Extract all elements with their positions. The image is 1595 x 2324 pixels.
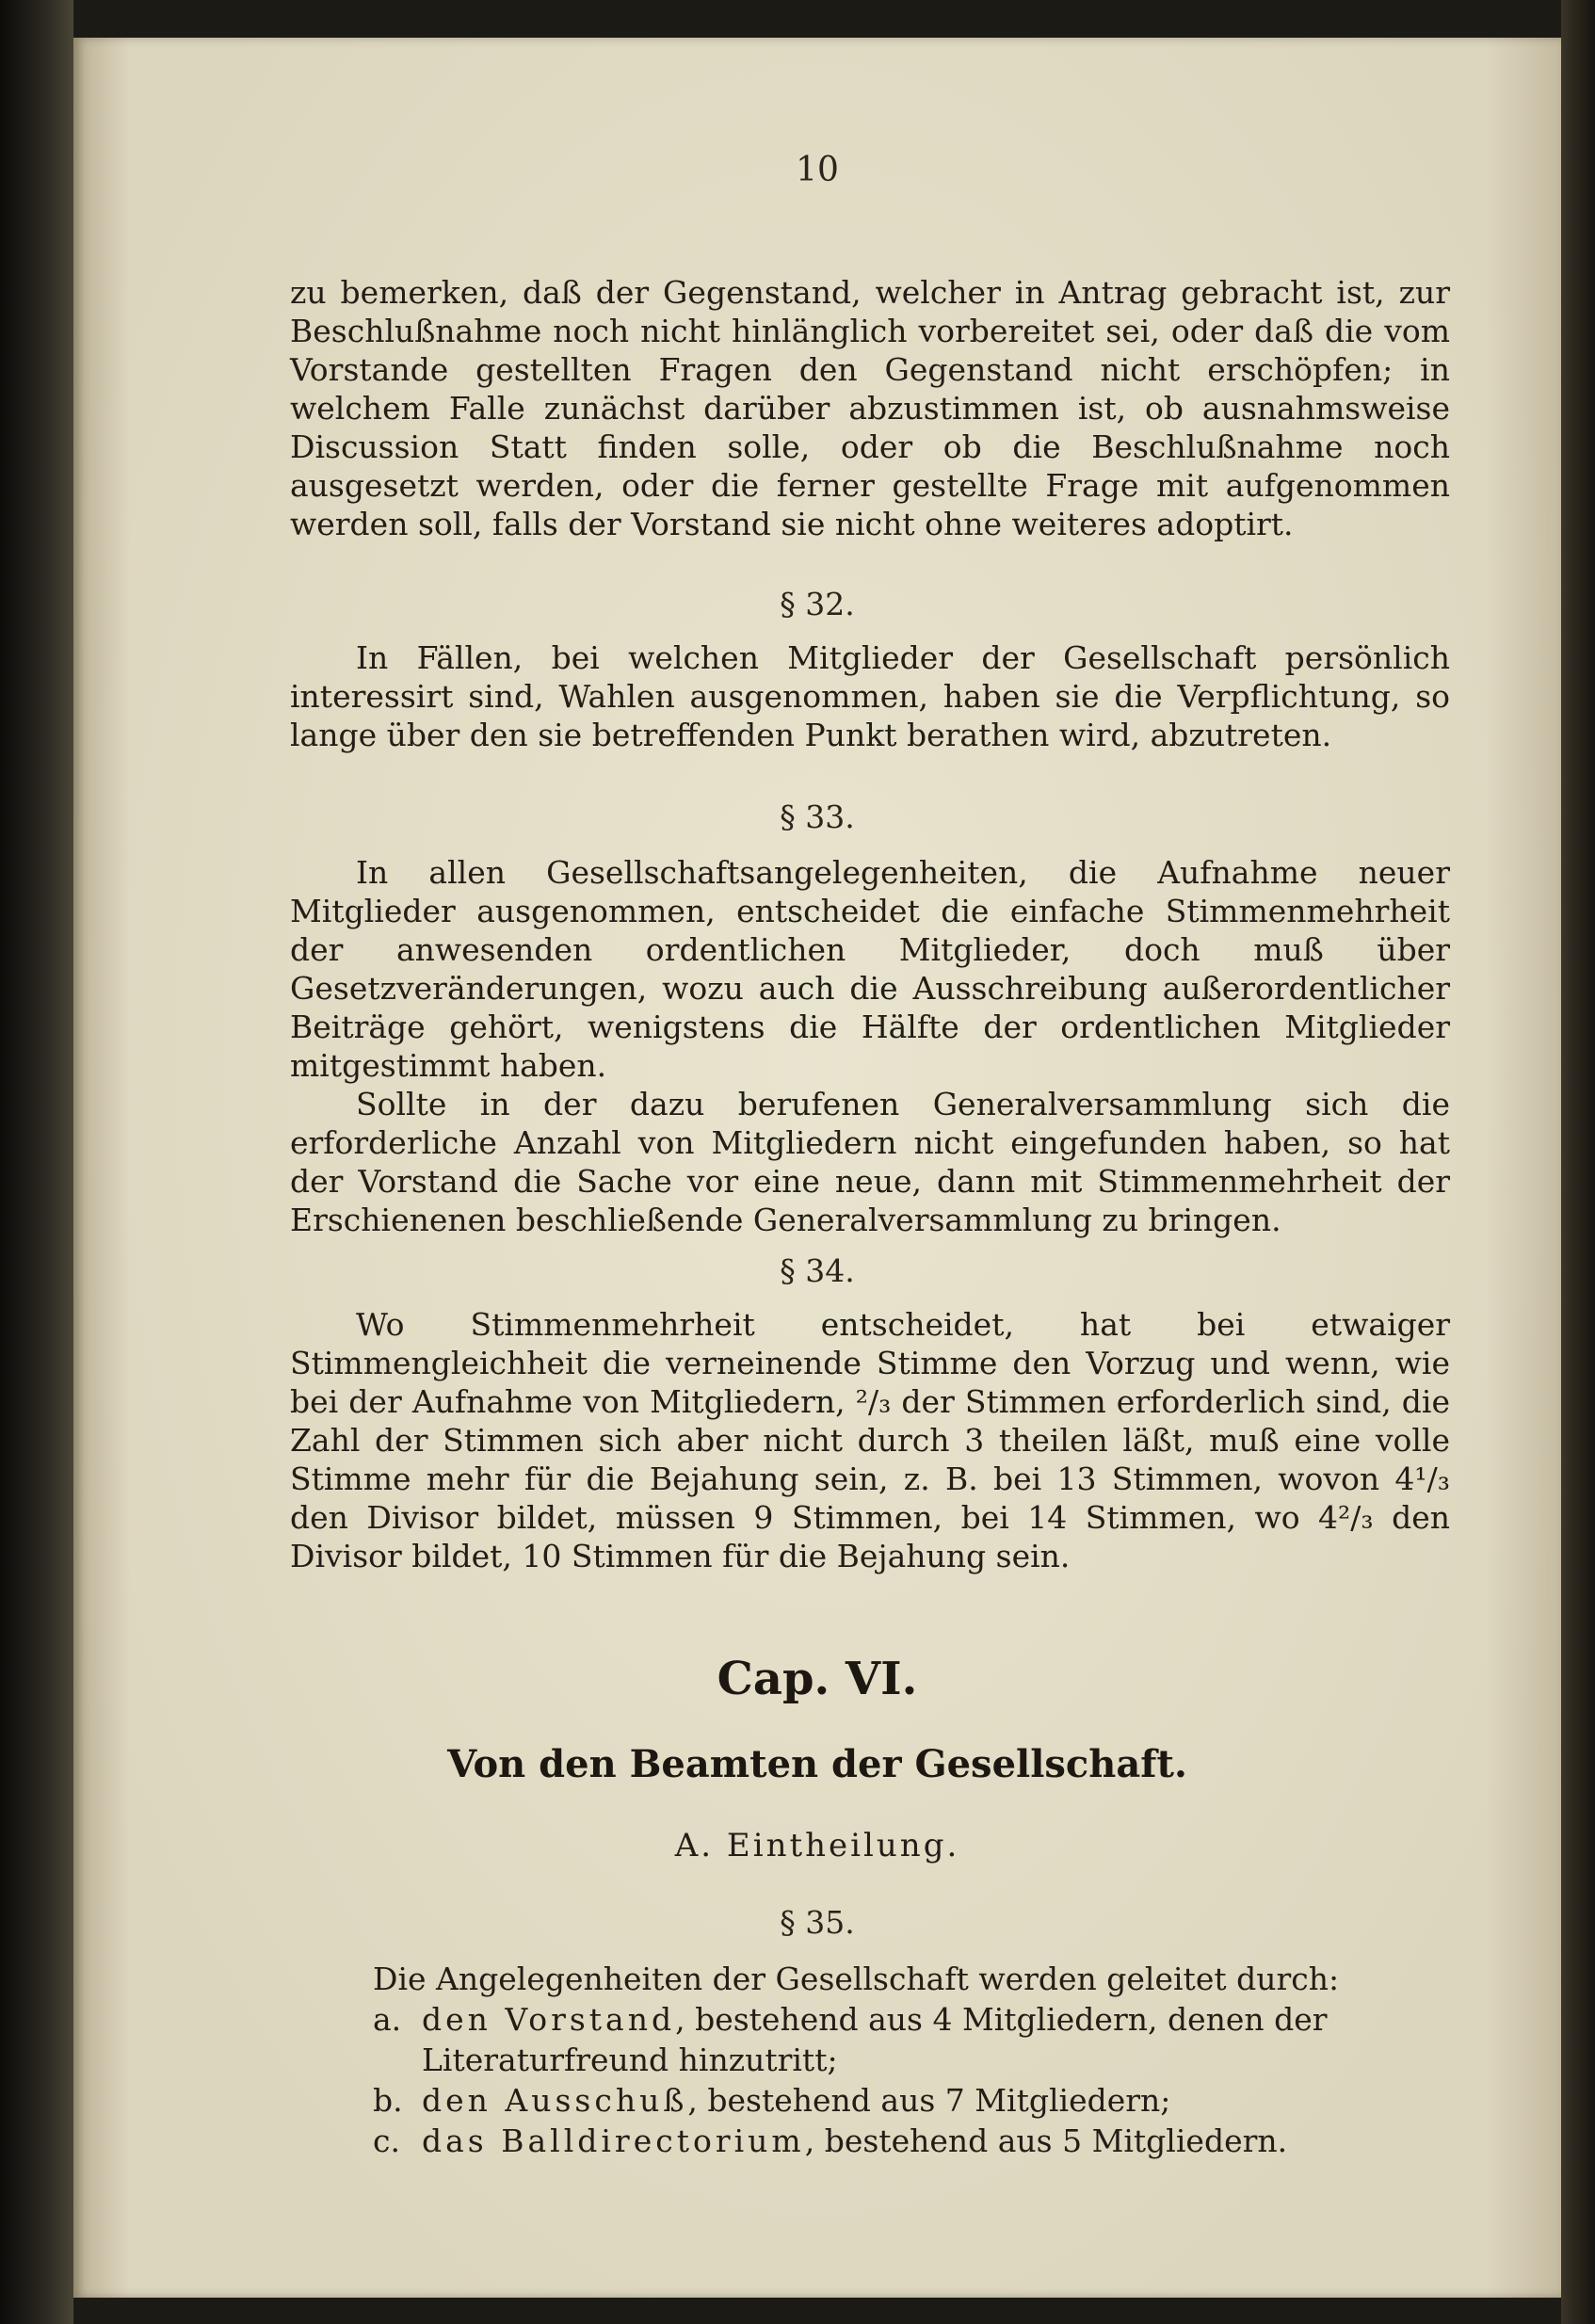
book-right-edge xyxy=(1561,0,1595,2324)
section-34-paragraph: Wo Stimmenmehrheit entscheidet, hat bei etwaiger Stimmengleichheit die verneinende Stimme den Vorzug und wenn, wie bei der Aufnahme von Mitgliedern, ²/₃ der Stimmen erforderlich sind, die Zahl der Stimmen sich aber nicht durch 3 theilen läßt, muß eine volle Stimme mehr für die Bejahung sein, z. B. bei 13 Stimmen, wovon 4¹/₃ den Divisor bildet, müssen 9 Stimmen, bei 14 Stimmen, wo 4²/₃ den Divisor bildet, 10 Stimmen für die Bejahung sein. xyxy=(290,1306,1450,1574)
list-item-marker: b. xyxy=(373,2082,403,2119)
section-33-body xyxy=(290,853,1450,1239)
list-item xyxy=(373,1999,1450,2080)
intro-paragraph: zu bemerken, daß der Gegenstand, welcher in Antrag gebracht ist, zur Beschlußnahme noch nicht hinlänglich vorbereitet sei, oder daß die vom Vorstande gestellten Fragen den Gegenstand nicht erschöpfen; in welchem Falle zunächst darüber abzustimmen ist, ob ausnahmsweise Discussion Statt finden solle, oder ob die Beschlußnahme noch ausgesetzt werden, oder die ferner gestellte Frage mit aufgenommen werden soll, falls der Vorstand sie nicht ohne weiteres adoptirt. xyxy=(290,274,1450,542)
list-item-term: den Ausschuß xyxy=(422,2082,688,2119)
list-item-term: das Balldirectorium xyxy=(422,2122,805,2159)
section-33-paragraph-2: Sollte in der dazu berufenen Generalversammlung sich die erforderliche Anzahl von Mitgliedern nicht eingefunden haben, so hat der Vorstand die Sache vor eine neue, dann mit Stimmenmehrheit der Erschienenen beschließende Generalversammlung zu bringen. xyxy=(290,1086,1450,1238)
list-item-text xyxy=(422,1999,1450,2080)
section-33-mark: § 33. xyxy=(780,799,855,835)
list-item-rest: , bestehend aus 4 Mitgliedern, denen der Literaturfreund hinzutritt; xyxy=(422,2001,1328,2078)
list-item-rest: , bestehend aus 7 Mitgliedern; xyxy=(687,2082,1171,2119)
chapter-subtitle: Von den Beamten der Gesellschaft. xyxy=(447,1742,1187,1786)
section-34-body xyxy=(290,1305,1450,1575)
section-33-paragraph-1: In allen Gesellschaftsangelegenheiten, die Aufnahme neuer Mitglieder ausgenommen, entscheidet die einfache Stimmenmehrheit der anwesenden ordentlichen Mitglieder, doch muß über Gesetzveränderungen, wozu auch die Ausschreibung außerordentlicher Beiträge gehört, wenigstens die Hälfte der ordentlichen Mitglieder mitgestimmt haben. xyxy=(290,854,1450,1084)
list-item-marker: a. xyxy=(373,2001,402,2038)
section-34-mark: § 34. xyxy=(780,1252,855,1289)
section-35-lead: Die Angelegenheiten der Gesellschaft werden geleitet durch: xyxy=(373,1961,1340,1997)
page-number: 10 xyxy=(796,151,839,189)
list-item xyxy=(373,2080,1450,2121)
section-35-mark: § 35. xyxy=(780,1904,855,1941)
section-32-mark: § 32. xyxy=(780,586,855,622)
section-35-list xyxy=(373,1959,1450,2161)
division-heading: A. Eintheilung. xyxy=(674,1827,960,1864)
list-item-term: den Vorstand xyxy=(422,2001,676,2038)
section-32-body xyxy=(290,638,1450,754)
intro-paragraph-block xyxy=(290,273,1450,543)
book-gutter xyxy=(0,0,73,2324)
list-item-marker: c. xyxy=(373,2122,400,2159)
book-page xyxy=(73,38,1561,2298)
list-item-text xyxy=(422,2080,1450,2121)
chapter-title: Cap. VI. xyxy=(717,1653,918,1705)
list-item-text xyxy=(422,2121,1450,2161)
list-item xyxy=(373,2121,1450,2161)
section-32-paragraph: In Fällen, bei welchen Mitglieder der Gesellschaft persönlich interessirt sind, Wahlen ausgenommen, haben sie die Verpflichtung, so lange über den sie betreffenden Punkt berathen wird, abzutreten. xyxy=(290,639,1450,753)
list-item-rest: , bestehend aus 5 Mitgliedern. xyxy=(804,2122,1288,2159)
